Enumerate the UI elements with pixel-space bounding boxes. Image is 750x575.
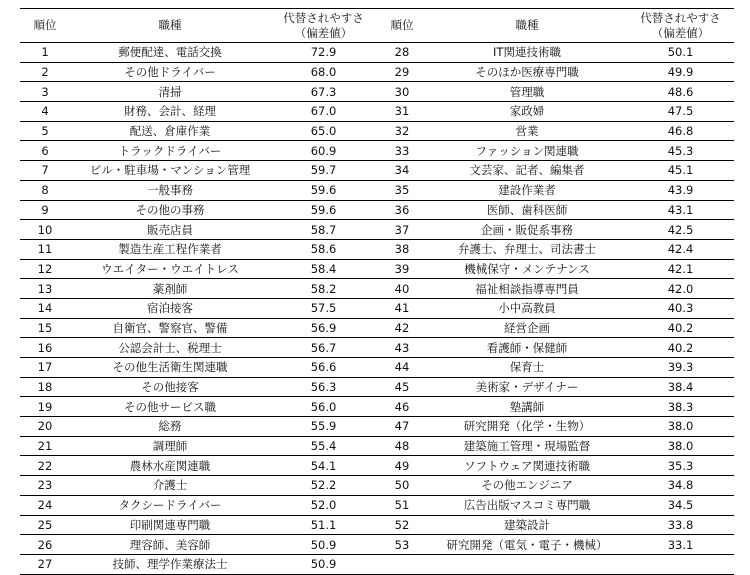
- table-row: [20, 358, 734, 378]
- right-score-cell: 38.4: [667, 380, 694, 395]
- right-rank-cell: 52: [394, 517, 410, 532]
- right-rank-cell: 30: [394, 84, 410, 99]
- right-job-cell: 機械保守・メンテナンス: [464, 261, 590, 276]
- right-rank-cell: 45: [394, 380, 410, 395]
- left-job-cell: 一般事務: [147, 183, 193, 198]
- left-job-cell: 配送、倉庫作業: [129, 124, 211, 139]
- left-job-cell: トラックドライバー: [118, 143, 222, 158]
- table-row: [20, 318, 734, 338]
- left-rank-cell: 10: [37, 222, 53, 237]
- table-row: [20, 436, 734, 456]
- right-job-cell: 美術家・デザイナー: [475, 380, 579, 395]
- right-score-cell: 33.1: [667, 537, 694, 552]
- right-rank-cell: 31: [394, 104, 410, 119]
- left-rank-cell: 15: [37, 320, 53, 335]
- right-job-cell: その他エンジニア: [481, 478, 573, 493]
- header-row: [20, 9, 734, 43]
- left-job-cell: その他サービス職: [124, 399, 216, 414]
- header-score-line1: 代替されやすさ: [640, 10, 721, 25]
- left-job-cell: 理容師、美容師: [129, 537, 211, 552]
- table-row: [20, 279, 734, 299]
- left-job-cell: その他接客: [141, 380, 199, 395]
- table-row: [20, 43, 734, 63]
- right-rank-cell: 53: [394, 537, 410, 552]
- left-job-cell: 郵便配達、電話交換: [118, 45, 222, 60]
- table-row: [20, 535, 734, 555]
- right-job-cell: 塾講師: [509, 399, 545, 414]
- left-rank-cell: 18: [37, 380, 53, 395]
- left-rank-cell: 17: [37, 360, 53, 375]
- left-score-cell: 52.0: [310, 498, 337, 513]
- right-score-cell: 45.1: [667, 163, 694, 178]
- table-row: [20, 338, 734, 358]
- left-job-cell: 製造生産工程作業者: [118, 242, 222, 257]
- left-rank-cell: 6: [41, 143, 49, 158]
- right-rank-cell: 46: [394, 399, 410, 414]
- table-row: [20, 397, 734, 417]
- left-job-cell: 財務、会計、経理: [124, 104, 216, 119]
- left-score-cell: 55.9: [310, 419, 337, 434]
- left-score-cell: 54.1: [310, 458, 337, 473]
- left-score-cell: 56.6: [310, 360, 337, 375]
- right-score-cell: 40.2: [667, 320, 694, 335]
- table-row: [20, 377, 734, 397]
- left-job-cell: 印刷関連専門職: [129, 517, 211, 532]
- right-job-cell: [427, 554, 627, 574]
- left-score-cell: 67.0: [310, 104, 337, 119]
- right-rank-cell: 48: [394, 439, 410, 454]
- header-score-line2: （偏差値）: [294, 25, 353, 40]
- right-rank-cell: 43: [394, 340, 410, 355]
- right-job-cell: ソフトウェア関連技術職: [463, 458, 591, 473]
- right-score-cell: 39.3: [667, 360, 694, 375]
- left-rank-cell: 20: [37, 419, 53, 434]
- right-rank-cell: 40: [394, 281, 410, 296]
- left-rank-cell: 14: [37, 301, 53, 316]
- right-score-cell: 35.3: [667, 458, 694, 473]
- left-score-cell: 57.5: [310, 301, 337, 316]
- right-job-cell: 文芸家、記者、編集者: [469, 163, 585, 178]
- right-rank-cell: 42: [394, 320, 410, 335]
- right-score-cell: 42.1: [667, 261, 694, 276]
- left-rank-cell: 26: [37, 537, 53, 552]
- right-rank-cell: 51: [394, 498, 410, 513]
- table-row: [20, 515, 734, 535]
- left-job-cell: その他の事務: [135, 202, 205, 217]
- right-job-cell: そのほか医療専門職: [475, 65, 579, 80]
- left-job-cell: 宿泊接客: [147, 301, 193, 316]
- left-score-cell: 50.9: [310, 557, 337, 572]
- right-score-cell: 42.4: [667, 242, 694, 257]
- right-rank-cell: 39: [394, 261, 410, 276]
- table-row: [20, 456, 734, 476]
- right-rank-cell: 47: [394, 419, 410, 434]
- right-score-cell: 38.0: [667, 439, 694, 454]
- right-job-cell: 建設作業者: [498, 183, 556, 198]
- right-rank-cell: 28: [394, 45, 410, 60]
- table-row: [20, 417, 734, 437]
- left-job-cell: タクシードライバー: [118, 498, 222, 513]
- right-score-cell: 38.3: [667, 399, 694, 414]
- right-job-cell: 看護師・保健師: [486, 340, 568, 355]
- left-job-cell: 薬剤師: [152, 281, 188, 296]
- table-row: [20, 82, 734, 102]
- left-rank-cell: 13: [37, 281, 53, 296]
- right-rank-cell: 35: [394, 183, 410, 198]
- job-substitution-ranking-table: [20, 8, 734, 575]
- right-job-cell: 小中高教員: [498, 301, 556, 316]
- right-score-cell: 42.5: [667, 222, 694, 237]
- left-score-cell: 58.7: [310, 222, 337, 237]
- left-rank-cell: 9: [41, 202, 49, 217]
- header-job-left: 職種: [158, 18, 182, 32]
- left-rank-cell: 25: [37, 517, 53, 532]
- table-row: [20, 259, 734, 279]
- left-score-cell: 50.9: [310, 537, 337, 552]
- right-rank-cell: 32: [394, 124, 410, 139]
- right-job-cell: 経営企画: [504, 320, 550, 335]
- left-job-cell: 販売店員: [147, 222, 193, 237]
- table-row: [20, 298, 734, 318]
- left-score-cell: 58.6: [310, 242, 337, 257]
- right-score-cell: 45.3: [667, 143, 694, 158]
- table-body: [20, 43, 734, 575]
- right-job-cell: 管理職: [509, 84, 545, 99]
- right-rank-cell: 29: [394, 65, 410, 80]
- left-score-cell: 59.6: [310, 183, 337, 198]
- left-job-cell: 公認会計士、税理士: [118, 340, 222, 355]
- left-rank-cell: 21: [37, 439, 53, 454]
- left-job-cell: 清掃: [158, 84, 182, 99]
- left-score-cell: 65.0: [310, 124, 337, 139]
- right-rank-cell: 38: [394, 242, 410, 257]
- table-row: [20, 141, 734, 161]
- right-job-cell: 保育士: [509, 360, 545, 375]
- right-score-cell: 40.3: [667, 301, 694, 316]
- table-row: [20, 200, 734, 220]
- right-rank-cell: [377, 554, 427, 574]
- left-score-cell: 56.9: [310, 320, 337, 335]
- right-score-cell: 33.8: [667, 517, 694, 532]
- left-score-cell: 56.3: [310, 380, 337, 395]
- right-score-cell: 43.9: [667, 183, 694, 198]
- left-rank-cell: 23: [37, 478, 53, 493]
- right-score-cell: 40.2: [667, 340, 694, 355]
- table-row: [20, 161, 734, 181]
- left-score-cell: 52.2: [310, 478, 337, 493]
- left-rank-cell: 24: [37, 498, 53, 513]
- left-job-cell: 技師、理学作業療法士: [112, 557, 228, 572]
- ranking-table-container: [20, 8, 734, 575]
- left-rank-cell: 4: [41, 104, 49, 119]
- header-rank-left: 順位: [33, 18, 57, 32]
- right-rank-cell: 41: [394, 301, 410, 316]
- right-job-cell: 建築施工管理・現場監督: [463, 439, 591, 454]
- left-job-cell: ビル・駐車場・マンション管理: [89, 163, 251, 178]
- right-score-cell: 50.1: [667, 45, 694, 60]
- right-rank-cell: 37: [394, 222, 410, 237]
- right-rank-cell: 50: [394, 478, 410, 493]
- header-score-line1: 代替されやすさ: [283, 10, 364, 25]
- table-row: [20, 102, 734, 122]
- table-row: [20, 476, 734, 496]
- left-job-cell: 農林水産関連職: [129, 458, 211, 473]
- left-job-cell: その他生活衛生関連職: [112, 360, 228, 375]
- left-score-cell: 68.0: [310, 65, 337, 80]
- table-row: [20, 220, 734, 240]
- table-row: [20, 495, 734, 515]
- right-job-cell: 家政婦: [509, 104, 545, 119]
- right-rank-cell: 49: [394, 458, 410, 473]
- right-score-cell: 49.9: [667, 65, 694, 80]
- left-score-cell: 59.6: [310, 202, 337, 217]
- left-rank-cell: 22: [37, 458, 53, 473]
- left-rank-cell: 1: [41, 45, 49, 60]
- left-rank-cell: 3: [41, 84, 49, 99]
- right-rank-cell: 44: [394, 360, 410, 375]
- left-score-cell: 58.2: [310, 281, 337, 296]
- right-job-cell: ファッション関連職: [475, 143, 579, 158]
- right-job-cell: 弁護士、弁理士、司法書士: [458, 242, 596, 257]
- right-job-cell: 福祉相談指導専門員: [475, 281, 579, 296]
- table-row: [20, 121, 734, 141]
- left-score-cell: 55.4: [310, 439, 337, 454]
- table-row: [20, 180, 734, 200]
- left-job-cell: 自衛官、警察官、警備: [112, 320, 228, 335]
- header-job-right: 職種: [515, 18, 539, 32]
- left-score-cell: 58.4: [310, 261, 337, 276]
- left-job-cell: 総務: [158, 419, 182, 434]
- left-score-cell: 60.9: [310, 143, 337, 158]
- table-row: [20, 239, 734, 259]
- table-row: [20, 554, 734, 574]
- right-job-cell: 研究開発（化学・生物）: [463, 419, 591, 434]
- left-score-cell: 72.9: [310, 45, 337, 60]
- right-score-cell: 42.0: [667, 281, 694, 296]
- right-rank-cell: 36: [394, 202, 410, 217]
- left-job-cell: その他ドライバー: [124, 65, 216, 80]
- left-rank-cell: 12: [37, 261, 53, 276]
- left-score-cell: 56.0: [310, 399, 337, 414]
- left-rank-cell: 19: [37, 399, 53, 414]
- left-job-cell: ウエイター・ウエイトレス: [101, 261, 239, 276]
- table-row: [20, 62, 734, 82]
- left-rank-cell: 7: [41, 163, 49, 178]
- left-job-cell: 介護士: [152, 478, 188, 493]
- left-rank-cell: 8: [41, 183, 49, 198]
- table-header: [20, 9, 734, 43]
- right-score-cell: 46.8: [667, 124, 694, 139]
- right-score-cell: 38.0: [667, 419, 694, 434]
- right-job-cell: 企画・販促系事務: [481, 222, 573, 237]
- right-job-cell: 営業: [515, 124, 539, 139]
- right-job-cell: 建築設計: [504, 517, 550, 532]
- right-score-cell: 47.5: [667, 104, 694, 119]
- left-score-cell: 67.3: [310, 84, 337, 99]
- left-job-cell: 調理師: [152, 439, 188, 454]
- left-rank-cell: 16: [37, 340, 53, 355]
- right-job-cell: IT関連技術職: [493, 45, 561, 60]
- right-rank-cell: 33: [394, 143, 410, 158]
- left-score-cell: 51.1: [310, 517, 337, 532]
- header-rank-right: 順位: [390, 18, 414, 32]
- left-rank-cell: 11: [37, 242, 53, 257]
- left-score-cell: 56.7: [310, 340, 337, 355]
- header-score-line2: （偏差値）: [651, 25, 710, 40]
- right-job-cell: 研究開発（電気・電子・機械）: [446, 537, 608, 552]
- header-score-right: [627, 9, 734, 43]
- right-score-cell: 34.8: [667, 478, 694, 493]
- left-rank-cell: 2: [41, 65, 49, 80]
- header-score-left: [270, 9, 377, 43]
- right-score-cell: 34.5: [667, 498, 694, 513]
- right-job-cell: 広告出版マスコミ専門職: [463, 498, 591, 513]
- right-rank-cell: 34: [394, 163, 410, 178]
- left-rank-cell: 27: [37, 557, 53, 572]
- right-score-cell: [627, 554, 734, 574]
- right-score-cell: 43.1: [667, 202, 694, 217]
- right-score-cell: 48.6: [667, 84, 694, 99]
- left-rank-cell: 5: [41, 124, 49, 139]
- left-score-cell: 59.7: [310, 163, 337, 178]
- right-job-cell: 医師、歯科医師: [486, 202, 568, 217]
